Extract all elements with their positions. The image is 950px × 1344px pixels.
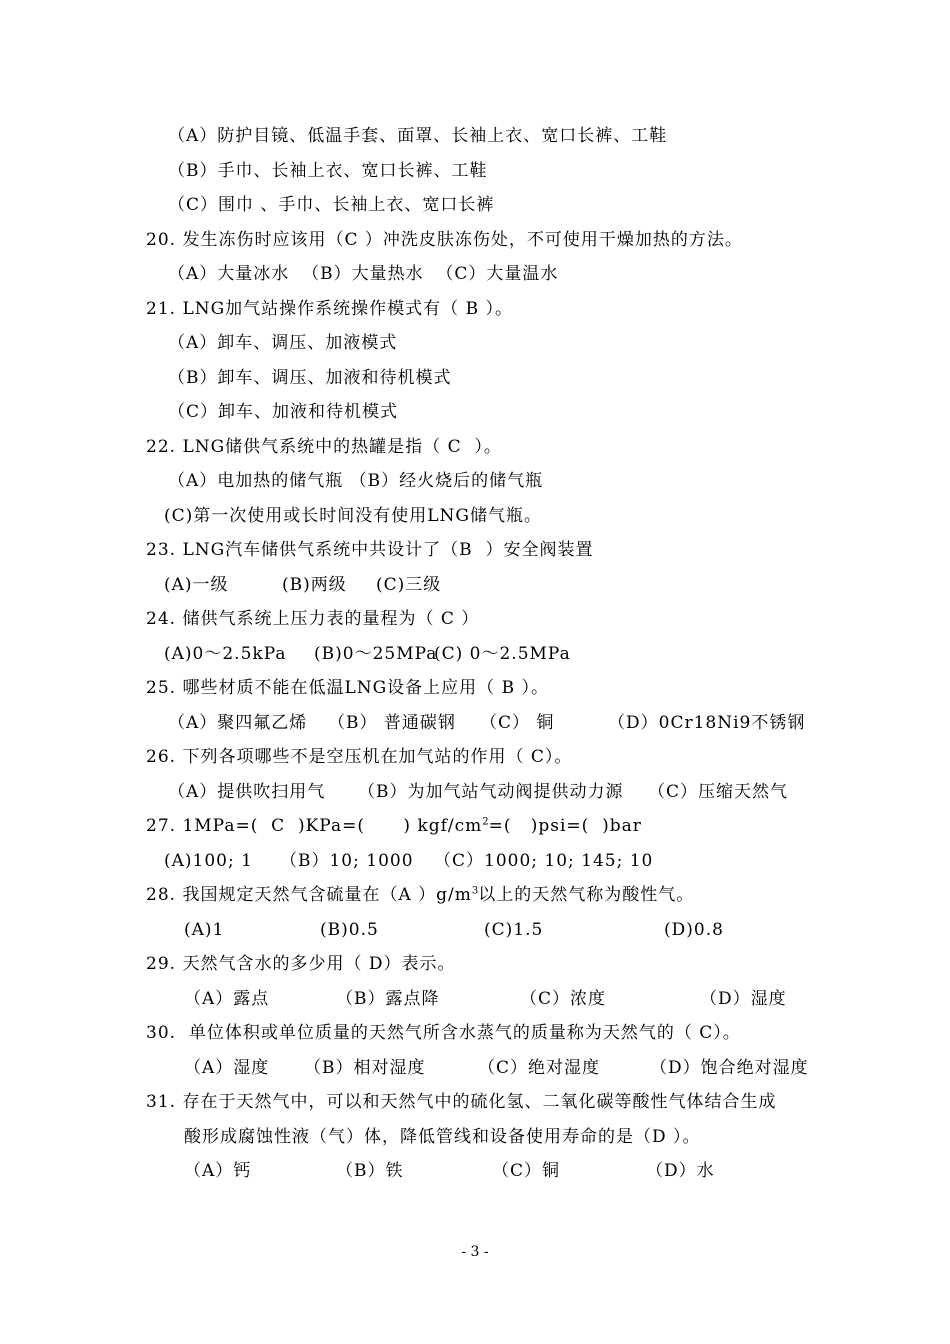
q25-stem: 25. 哪些材质不能在低温LNG设备上应用（ B ）。: [146, 678, 549, 698]
q21-option-c: （C）卸车、加液和待机模式: [168, 402, 399, 422]
q23-stem: 23. LNG汽车储供气系统中共设计了（B ）安全阀装置: [146, 540, 594, 560]
q26-option-a: （A）提供吹扫用气: [168, 782, 326, 802]
q24-options: [164, 643, 664, 665]
q19-option-b: （B）手巾、长袖上衣、宽口长裤、工鞋: [168, 161, 488, 181]
q30-option-d: （D）饱合绝对湿度: [650, 1058, 809, 1078]
q29-option-b: （B）露点降: [336, 989, 440, 1009]
q28-option-b: (B)0.5: [320, 920, 379, 940]
q21-option-b: （B）卸车、调压、加液和待机模式: [168, 368, 452, 388]
q30-option-b: （B）相对湿度: [304, 1058, 426, 1078]
q29-option-c: （C）浓度: [520, 989, 607, 1009]
q28-option-a: (A)1: [184, 920, 225, 940]
q19-option-c: （C）围巾 、手巾、长袖上衣、宽口长裤: [168, 195, 495, 215]
q31-option-c: （C）铜: [492, 1161, 561, 1181]
q31-stem-line-1: 31. 存在于天然气中，可以和天然气中的硫化氢、二氧化碳等酸性气体结合生成: [146, 1092, 777, 1112]
q22-option-c: (C)第一次使用或长时间没有使用LNG储气瓶。: [164, 506, 543, 526]
q24-stem: 24. 储供气系统上压力表的量程为（ C ）: [146, 609, 480, 629]
q27-options: [164, 850, 724, 872]
q25-option-a: （A）聚四氟乙烯: [168, 713, 308, 733]
q30-option-a: （A）湿度: [184, 1058, 270, 1078]
q21-option-a: （A）卸车、调压、加液模式: [168, 333, 398, 353]
page-number: - 3 -: [461, 1244, 489, 1260]
q31-option-b: （B）铁: [336, 1161, 404, 1181]
q25-option-c: （C） 铜: [480, 713, 555, 733]
q19-option-a: （A）防护目镜、低温手套、面罩、长袖上衣、宽口长裤、工鞋: [168, 126, 668, 146]
q24-option-c: (C) 0～2.5MPa: [434, 644, 571, 664]
q24-option-a: (A)0～2.5kPa: [164, 644, 287, 664]
q29-option-a: （A）露点: [184, 989, 270, 1009]
q26-option-c: （C）压缩天然气: [648, 782, 789, 802]
q23-option-b: (B)两级: [282, 575, 347, 595]
q28-superscript: 3: [471, 885, 479, 897]
q23-options: [164, 574, 664, 596]
q28-options: [184, 919, 784, 941]
q26-stem: 26. 下列各项哪些不是空压机在加气站的作用（ C）。: [146, 747, 573, 767]
q25-option-d: （D）0Cr18Ni9不锈钢: [608, 713, 806, 733]
q26-option-b: （B）为加气站气动阀提供动力源: [358, 782, 624, 802]
q23-option-c: (C)三级: [376, 575, 442, 595]
q22-option-ab: （A）电加热的储气瓶 （B）经火烧后的储气瓶: [168, 471, 544, 491]
q28-stem: 28. 我国规定天然气含硫量在（A ）$g/m^3$以上的天然气称为酸性气。: [146, 885, 695, 905]
q27-stem: 27. 1MPa=( C )KPa=( ) kgf/$cm^2=$( )psi=( )bar: [146, 816, 642, 836]
q25-option-b: （B） 普通碳钢: [328, 713, 456, 733]
q29-stem: 29. 天然气含水的多少用（ D）表示。: [146, 954, 456, 974]
q29-options: [184, 988, 804, 1010]
q27-option-c: （C）1000; 10; 145; 10: [434, 851, 654, 871]
q27-option-a: (A)100; 1: [164, 851, 253, 871]
q28-option-d: (D)0.8: [664, 920, 724, 940]
q31-stem-line-2: 酸形成腐蚀性液（气）体，降低管线和设备使用寿命的是（D ）。: [184, 1127, 701, 1147]
q26-options: [168, 781, 808, 803]
q28-option-c: (C)1.5: [484, 920, 544, 940]
q23-option-a: (A)一级: [164, 575, 229, 595]
q22-stem: 22. LNG储供气系统中的热罐是指（ C ）。: [146, 437, 502, 457]
q30-option-c: （C）绝对湿度: [478, 1058, 601, 1078]
q30-stem: 30. 单位体积或单位质量的天然气所含水蒸气的质量称为天然气的（ C）。: [146, 1023, 741, 1043]
q24-option-b: (B)0～25MPa: [314, 644, 438, 664]
q21-stem: 21. LNG加气站操作系统操作模式有（ B ）。: [146, 299, 513, 319]
q20-stem: 20. 发生冻伤时应该用（C ）冲洗皮肤冻伤处，不可使用干燥加热的方法。: [146, 230, 743, 250]
q29-option-d: （D）湿度: [700, 989, 787, 1009]
q31-options: [184, 1160, 784, 1182]
q25-options: [168, 712, 808, 734]
q31-option-d: （D）水: [646, 1161, 715, 1181]
q27-superscript: 2: [482, 816, 489, 828]
q20-options: （A）大量冰水 （B）大量热水 （C）大量温水: [168, 264, 559, 284]
q30-options: [184, 1057, 814, 1079]
q27-option-b: （B）10; 1000: [280, 851, 414, 871]
q31-option-a: （A）钙: [184, 1161, 252, 1181]
